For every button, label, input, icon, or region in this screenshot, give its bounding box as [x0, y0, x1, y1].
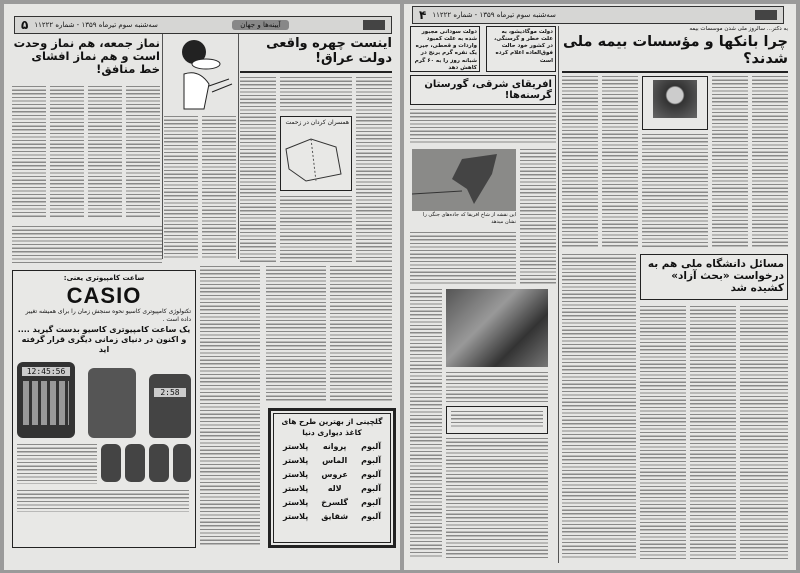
article-text — [266, 266, 326, 401]
article-text — [520, 149, 556, 286]
calculator-watch — [17, 362, 75, 438]
album-name: پروانه — [322, 442, 347, 451]
watch — [149, 374, 191, 438]
headline-africa: افریقای شرقی، گورستان گرسنه‌ها! — [410, 75, 556, 105]
article-text — [410, 289, 442, 559]
boxed-notice — [446, 406, 548, 434]
album-list — [271, 440, 393, 524]
article-text — [330, 266, 392, 401]
ad-title: گلچینی از بهترین طرح های کاغذ دیواری دنیا — [281, 417, 383, 437]
column-rule — [558, 26, 559, 563]
kicker: به دکتر... سالروز ملی شدن موسسات بیمه — [689, 26, 788, 32]
album-name: شقایق — [321, 512, 349, 521]
article-text — [280, 77, 352, 112]
watch — [88, 368, 136, 438]
article-text — [12, 86, 46, 219]
article-text — [602, 76, 638, 248]
wallpaper-album-row — [283, 510, 381, 524]
page-header — [412, 6, 784, 24]
article-text — [200, 266, 260, 546]
article-text — [240, 77, 276, 262]
headline-iraq: اینست چهره واقعی دولت عراق! — [266, 36, 392, 66]
rule — [562, 71, 788, 73]
left-newspaper-page — [4, 4, 400, 570]
headline-insurance: چرا بانکها و مؤسسات بیمه ملی شدند؟ — [562, 34, 788, 67]
article-text — [690, 306, 736, 560]
article-text — [740, 306, 788, 560]
ad-tagline: ساعت کامپیوتری یعنی: — [63, 274, 145, 282]
article-text — [562, 254, 636, 560]
right-newspaper-page — [404, 4, 796, 570]
album-name: الماس — [322, 456, 348, 465]
headline-prayer: نماز جمعه، هم نماز وحدت است و هم نماز افشای خط منافق! — [13, 36, 160, 77]
album-album: آلبوم — [361, 512, 381, 521]
news-brief: دولت سودانی مجبور شده به علت کمبود واردات و قحطی، جیره یک نفره گرم برنج در شبانه روز را به ۶۰ گرم کاهش دهد — [410, 26, 480, 72]
portrait-photo — [653, 80, 697, 118]
watch-row-small — [17, 444, 191, 486]
watch-display: 12:45:56 — [22, 367, 70, 376]
article-text — [12, 226, 162, 264]
article-text — [126, 86, 160, 219]
album-brand: پلاستر — [283, 456, 309, 465]
portrait-photo-frame — [642, 76, 708, 130]
album-brand: پلاستر — [283, 442, 309, 451]
map-caption: همسران کردان در زحمت — [285, 119, 349, 126]
cartoon-illustration — [164, 34, 236, 114]
wallpaper-album-row — [283, 440, 381, 454]
article-text — [446, 372, 548, 402]
album-brand: پلاستر — [283, 484, 309, 493]
news-brief: دولت موگادیشو، به علت خطر و گرسنگی، در کشور خود حالت فوق‌العاده اعلام کرده است — [486, 26, 556, 72]
watch — [125, 444, 145, 482]
ad-text — [17, 444, 97, 484]
album-album: آلبوم — [361, 456, 381, 465]
newspaper-logo — [363, 20, 385, 30]
article-text — [164, 116, 198, 259]
article-text — [410, 232, 516, 286]
wallpaper-album-row — [283, 482, 381, 496]
watch — [101, 444, 121, 482]
wallpaper-album-row — [283, 468, 381, 482]
article-text — [712, 76, 748, 248]
article-text — [280, 196, 352, 262]
article-text — [640, 306, 686, 560]
article-text — [642, 134, 708, 248]
map-caption: این نقشه از شاخ افریقا که جاده‌های جنگی را نشان میدهد — [422, 212, 516, 225]
wallpaper-album-row — [283, 454, 381, 468]
newspaper-logo — [755, 10, 777, 20]
iraq-map-figure — [280, 116, 352, 191]
album-album: آلبوم — [361, 442, 381, 451]
ad-line: تکنولوژی کامپیوتری کاسیو نحوه سنجش زمان را برای همیشه تغییر داده است . — [25, 307, 191, 324]
headline-university: مسائل دانشگاه ملی هم به درخواست «بحث آزاد» کشیده شد — [640, 254, 788, 300]
wallpaper-album-row — [283, 496, 381, 510]
page-date: سه‌شنبه سوم تیرماه ۱۳۵۹ - شماره ۱۱۲۲۲ — [34, 21, 158, 29]
article-text — [356, 77, 392, 262]
article-text — [562, 76, 598, 248]
album-brand: پلاستر — [283, 498, 309, 507]
watch-row — [17, 360, 191, 438]
album-name: گلسرخ — [321, 498, 349, 507]
ad-line: و اکنون در دنیای زمانی دیگری قرار گرفته اید — [21, 334, 187, 355]
rule — [240, 71, 392, 73]
ad-text — [17, 490, 189, 512]
album-album: آلبوم — [361, 470, 381, 479]
casio-advertisement — [12, 270, 196, 548]
ad-line: یک ساعت کامپیوتری کاسیو بدست گیرید .... — [17, 324, 191, 334]
album-album: آلبوم — [361, 498, 381, 507]
album-album: آلبوم — [361, 484, 381, 493]
album-name: عروس — [321, 470, 348, 479]
article-text — [410, 109, 556, 145]
wallpaper-advertisement — [268, 408, 396, 548]
column-rule — [238, 34, 239, 259]
casio-logo: CASIO — [66, 282, 142, 308]
page-date: سه‌شنبه سوم تیرماه ۱۳۵۹ - شماره ۱۱۲۲۲ — [432, 11, 556, 19]
album-brand: پلاستر — [283, 470, 309, 479]
watch-display: 2:58 — [154, 388, 186, 397]
article-text — [446, 438, 548, 560]
article-text — [202, 116, 236, 259]
page-number: ۴ — [419, 8, 427, 22]
page-header — [14, 16, 392, 34]
page-number: ۵ — [21, 18, 29, 32]
africa-map-image — [412, 149, 516, 211]
article-text — [88, 86, 122, 219]
album-name: لاله — [327, 484, 342, 493]
section-label: آیینه‌ها و جهان — [232, 20, 288, 30]
album-brand: پلاستر — [283, 512, 309, 521]
article-text — [50, 86, 84, 219]
watch — [149, 444, 169, 482]
watch — [173, 444, 191, 482]
news-photo — [446, 289, 548, 367]
article-text — [752, 76, 788, 248]
column-rule — [162, 34, 163, 259]
